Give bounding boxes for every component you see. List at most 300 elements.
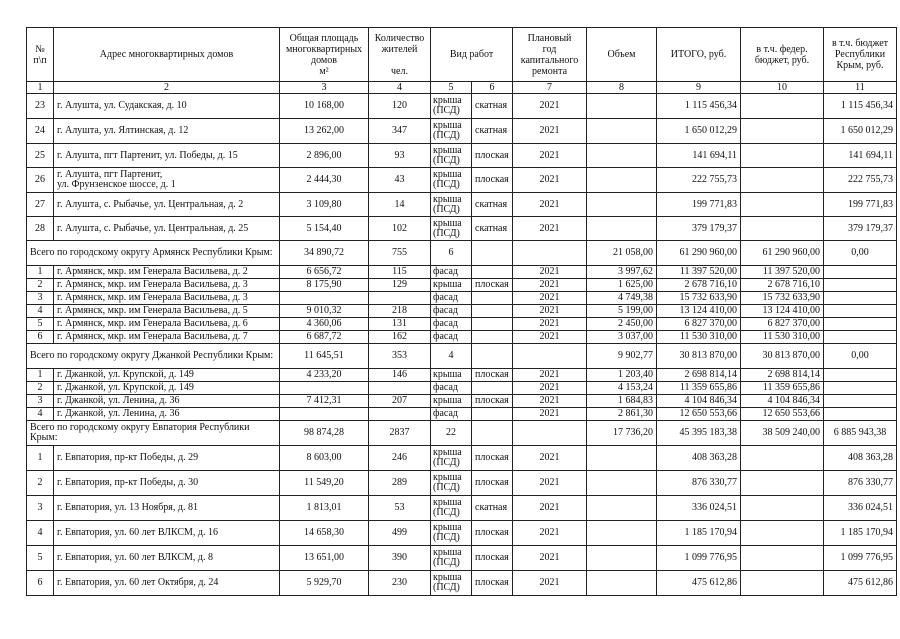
row-number-cell: 4	[27, 305, 54, 318]
row-number-cell: 1	[27, 369, 54, 382]
address-cell: г. Джанкой, ул. Крупской, д. 149	[54, 369, 280, 382]
planned-year-cell: 2021	[513, 471, 587, 496]
total-cell: 336 024,51	[657, 496, 741, 521]
row-number-cell: 5	[27, 546, 54, 571]
residents-cell: 230	[369, 571, 431, 596]
regional-budget-cell	[824, 266, 897, 279]
table-row	[27, 144, 897, 168]
federal-budget-cell: 2 698 814,14	[741, 369, 824, 382]
row-number-cell: 25	[27, 144, 54, 168]
total-cell: 13 124 410,00	[657, 305, 741, 318]
regional-budget-cell: 379 179,37	[824, 217, 897, 241]
address-cell: г. Армянск, мкр. им Генерала Васильева, д. 6	[54, 318, 280, 331]
volume-cell: 2 861,30	[587, 408, 657, 421]
roof-type-cell	[472, 318, 513, 331]
federal-budget-cell	[741, 168, 824, 193]
header-row	[27, 28, 897, 82]
address-cell: г. Алушта, пгт Партенит, ул. Победы, д. 15	[54, 144, 280, 168]
row-number-cell: 4	[27, 521, 54, 546]
federal-budget-cell	[741, 144, 824, 168]
column-number: 11	[824, 82, 897, 94]
regional-budget-cell	[824, 292, 897, 305]
federal-budget-cell	[741, 546, 824, 571]
work-type-cell	[431, 119, 472, 144]
federal-budget-cell: 6 827 370,00	[741, 318, 824, 331]
residents-cell: 207	[369, 395, 431, 408]
work-type-label: крыша	[433, 572, 462, 583]
work-type-cell	[431, 446, 472, 471]
column-number-row	[27, 82, 897, 94]
regional-budget-cell: 222 755,73	[824, 168, 897, 193]
work-type-cell	[431, 546, 472, 571]
planned-year-cell: 2021	[513, 318, 587, 331]
roof-type-cell: плоская	[472, 546, 513, 571]
federal-budget-cell	[741, 446, 824, 471]
federal-budget-cell: 2 678 716,10	[741, 279, 824, 292]
row-number-cell: 3	[27, 395, 54, 408]
federal-budget-cell: 11 359 655,86	[741, 382, 824, 395]
work-type-label: крыша	[433, 547, 462, 558]
work-type-cell	[431, 279, 472, 292]
total-cell: 11 397 520,00	[657, 266, 741, 279]
address-cell: г. Армянск, мкр. им Генерала Васильева, д. 3	[54, 292, 280, 305]
row-number-cell: 6	[27, 331, 54, 344]
column-number: 4	[369, 82, 431, 94]
row-number-cell: 2	[27, 279, 54, 292]
table-row	[27, 382, 897, 395]
column-number: 6	[472, 82, 513, 94]
roof-type-cell	[472, 331, 513, 344]
work-type-cell	[431, 395, 472, 408]
regional-budget-cell: 1 650 012,29	[824, 119, 897, 144]
row-number-cell: 26	[27, 168, 54, 193]
row-number-cell: 4	[27, 408, 54, 421]
area-cell	[280, 408, 369, 421]
column-number: 8	[587, 82, 657, 94]
total-cell: 11 530 310,00	[657, 331, 741, 344]
table-row	[27, 193, 897, 217]
planned-year-cell: 2021	[513, 395, 587, 408]
residents-cell: 53	[369, 496, 431, 521]
work-type-label: крыша	[433, 95, 462, 106]
residents-cell: 162	[369, 331, 431, 344]
total-sum-cell: 30 813 870,00	[657, 344, 741, 369]
regional-budget-cell: 336 024,51	[824, 496, 897, 521]
regional-budget-cell: 876 330,77	[824, 471, 897, 496]
area-cell: 2 896,00	[280, 144, 369, 168]
area-cell: 8 603,00	[280, 446, 369, 471]
total-residents-cell: 353	[369, 344, 431, 369]
row-number-cell: 27	[27, 193, 54, 217]
area-cell: 3 109,80	[280, 193, 369, 217]
table-row	[27, 331, 897, 344]
total-work-count-cell: 6	[431, 241, 472, 266]
federal-budget-cell: 11 397 520,00	[741, 266, 824, 279]
work-type-label: крыша	[433, 369, 462, 380]
work-type-cell	[431, 217, 472, 241]
work-type-label: фасад	[433, 266, 459, 277]
regional-budget-cell	[824, 318, 897, 331]
table-row	[27, 408, 897, 421]
volume-cell: 1 684,83	[587, 395, 657, 408]
work-type-label: крыша	[433, 193, 462, 205]
total-cell: 222 755,73	[657, 168, 741, 193]
total-sum-cell: 61 290 960,00	[657, 241, 741, 266]
total-volume-cell: 21 058,00	[587, 241, 657, 266]
header-col-volume: Объем	[587, 28, 657, 82]
federal-budget-cell	[741, 471, 824, 496]
planned-year-cell: 2021	[513, 496, 587, 521]
total-cell: 379 179,37	[657, 217, 741, 241]
roof-type-cell: плоская	[472, 279, 513, 292]
table-row	[27, 395, 897, 408]
work-type-cell	[431, 471, 472, 496]
work-type-label: (ПСД)	[433, 105, 460, 116]
federal-budget-cell	[741, 521, 824, 546]
row-number-cell: 23	[27, 94, 54, 119]
empty-cell	[513, 344, 587, 369]
table-row	[27, 168, 897, 193]
roof-type-cell: скатная	[472, 119, 513, 144]
regional-budget-cell: 199 771,83	[824, 193, 897, 217]
planned-year-cell: 2021	[513, 369, 587, 382]
column-number: 7	[513, 82, 587, 94]
federal-budget-cell: 13 124 410,00	[741, 305, 824, 318]
work-type-cell	[431, 94, 472, 119]
district-total-row	[27, 344, 897, 369]
address-cell: г. Джанкой, ул. Ленина, д. 36	[54, 408, 280, 421]
federal-budget-cell	[741, 571, 824, 596]
area-cell	[280, 292, 369, 305]
work-type-cell	[431, 521, 472, 546]
work-type-label: (ПСД)	[433, 179, 460, 190]
federal-budget-cell	[741, 217, 824, 241]
planned-year-cell: 2021	[513, 94, 587, 119]
header-col-number: № п\п	[27, 28, 54, 82]
residents-cell: 390	[369, 546, 431, 571]
work-type-label: крыша	[433, 447, 462, 458]
empty-cell	[472, 344, 513, 369]
area-cell: 5 929,70	[280, 571, 369, 596]
total-cell: 199 771,83	[657, 193, 741, 217]
roof-type-cell: плоская	[472, 471, 513, 496]
work-type-label: (ПСД)	[433, 457, 460, 468]
planned-year-cell: 2021	[513, 305, 587, 318]
row-number-cell: 1	[27, 446, 54, 471]
total-area-cell: 34 890,72	[280, 241, 369, 266]
area-cell: 8 175,90	[280, 279, 369, 292]
address-cell: г. Евпатория, ул. 60 лет Октября, д. 24	[54, 571, 280, 596]
volume-cell	[587, 168, 657, 193]
row-number-cell: 3	[27, 496, 54, 521]
federal-budget-cell	[741, 193, 824, 217]
total-cell: 475 612,86	[657, 571, 741, 596]
planned-year-cell: 2021	[513, 571, 587, 596]
work-type-label: (ПСД)	[433, 203, 460, 215]
roof-type-cell: плоская	[472, 521, 513, 546]
address-cell: г. Евпатория, ул. 60 лет ВЛКСМ, д. 8	[54, 546, 280, 571]
work-type-cell	[431, 331, 472, 344]
table-row	[27, 446, 897, 471]
planned-year-cell: 2021	[513, 119, 587, 144]
total-residents-cell: 755	[369, 241, 431, 266]
total-residents-cell: 2837	[369, 421, 431, 446]
work-type-label: (ПСД)	[433, 557, 460, 568]
regional-budget-cell	[824, 331, 897, 344]
work-type-label: крыша	[433, 169, 462, 180]
planned-year-cell: 2021	[513, 382, 587, 395]
regional-budget-cell	[824, 382, 897, 395]
work-type-label: фасад	[433, 382, 459, 393]
header-col-regional: в т.ч. бюджет Республики Крым, руб.	[824, 28, 897, 82]
regional-budget-cell	[824, 279, 897, 292]
total-cell: 4 104 846,34	[657, 395, 741, 408]
work-type-label: фасад	[433, 408, 459, 419]
row-number-cell: 1	[27, 266, 54, 279]
roof-type-cell: скатная	[472, 193, 513, 217]
volume-cell: 5 199,00	[587, 305, 657, 318]
roof-type-cell: скатная	[472, 94, 513, 119]
planned-year-cell: 2021	[513, 168, 587, 193]
residents-cell: 218	[369, 305, 431, 318]
work-type-label: (ПСД)	[433, 482, 460, 493]
total-cell: 408 363,28	[657, 446, 741, 471]
column-number: 3	[280, 82, 369, 94]
empty-cell	[472, 241, 513, 266]
address-cell: г. Армянск, мкр. им Генерала Васильева, д. 7	[54, 331, 280, 344]
area-cell	[280, 382, 369, 395]
table-row	[27, 571, 897, 596]
work-type-label: фасад	[433, 305, 459, 316]
regional-budget-cell: 1 099 776,95	[824, 546, 897, 571]
work-type-cell	[431, 318, 472, 331]
column-number: 2	[54, 82, 280, 94]
table-row	[27, 119, 897, 144]
volume-cell	[587, 94, 657, 119]
regional-budget-cell	[824, 408, 897, 421]
district-total-row	[27, 421, 897, 446]
regional-budget-cell	[824, 369, 897, 382]
volume-cell	[587, 446, 657, 471]
work-type-label: фасад	[433, 292, 459, 303]
volume-cell	[587, 119, 657, 144]
residents-cell: 131	[369, 318, 431, 331]
district-total-label: Всего по городскому округу Армянск Республики Крым:	[27, 241, 280, 266]
row-number-cell: 6	[27, 571, 54, 596]
volume-cell: 3 037,00	[587, 331, 657, 344]
work-type-label: крыша	[433, 472, 462, 483]
work-type-cell	[431, 292, 472, 305]
column-number: 10	[741, 82, 824, 94]
work-type-label: (ПСД)	[433, 507, 460, 518]
table-row	[27, 471, 897, 496]
roof-type-cell: плоская	[472, 144, 513, 168]
work-type-cell	[431, 305, 472, 318]
header-col-work-type: Вид работ	[431, 28, 513, 82]
work-type-cell	[431, 168, 472, 193]
row-number-cell: 5	[27, 318, 54, 331]
residents-cell: 115	[369, 266, 431, 279]
residents-cell	[369, 292, 431, 305]
total-cell: 11 359 655,86	[657, 382, 741, 395]
work-type-label: (ПСД)	[433, 154, 460, 166]
work-type-cell	[431, 266, 472, 279]
work-type-label: (ПСД)	[433, 582, 460, 593]
empty-cell	[513, 421, 587, 446]
area-cell: 7 412,31	[280, 395, 369, 408]
work-type-label: крыша	[433, 497, 462, 508]
regional-budget-cell: 1 115 456,34	[824, 94, 897, 119]
work-type-label: крыша	[433, 522, 462, 533]
total-area-cell: 98 874,28	[280, 421, 369, 446]
total-cell: 1 099 776,95	[657, 546, 741, 571]
residents-cell	[369, 382, 431, 395]
volume-cell	[587, 193, 657, 217]
address-cell: г. Алушта, с. Рыбачье, ул. Центральная, д. 2	[54, 193, 280, 217]
area-cell: 10 168,00	[280, 94, 369, 119]
planned-year-cell: 2021	[513, 266, 587, 279]
total-regional-cell: 0,00	[824, 241, 897, 266]
row-number-cell: 2	[27, 382, 54, 395]
planned-year-cell: 2021	[513, 144, 587, 168]
table-body	[27, 94, 897, 596]
volume-cell	[587, 571, 657, 596]
work-type-label: (ПСД)	[433, 130, 460, 141]
residents-cell: 146	[369, 369, 431, 382]
volume-cell: 2 450,00	[587, 318, 657, 331]
volume-cell: 1 203,40	[587, 369, 657, 382]
table-row	[27, 318, 897, 331]
district-total-row	[27, 241, 897, 266]
volume-cell: 1 625,00	[587, 279, 657, 292]
column-number: 5	[431, 82, 472, 94]
district-total-label: Всего по городскому округу Джанкой Республики Крым:	[27, 344, 280, 369]
work-type-label: (ПСД)	[433, 227, 460, 239]
row-number-cell: 2	[27, 471, 54, 496]
area-cell: 4 360,06	[280, 318, 369, 331]
roof-type-cell: плоская	[472, 571, 513, 596]
work-type-cell	[431, 144, 472, 168]
planned-year-cell: 2021	[513, 292, 587, 305]
volume-cell: 3 997,62	[587, 266, 657, 279]
residents-cell: 102	[369, 217, 431, 241]
roof-type-cell	[472, 292, 513, 305]
regional-budget-cell	[824, 395, 897, 408]
area-cell: 14 658,30	[280, 521, 369, 546]
table-row	[27, 546, 897, 571]
address-cell: г. Евпатория, пр-кт Победы, д. 29	[54, 446, 280, 471]
residents-cell: 120	[369, 94, 431, 119]
column-number: 9	[657, 82, 741, 94]
area-cell: 2 444,30	[280, 168, 369, 193]
roof-type-cell	[472, 408, 513, 421]
empty-cell	[472, 421, 513, 446]
regional-budget-cell: 1 185 170,94	[824, 521, 897, 546]
table-row	[27, 521, 897, 546]
table-row	[27, 266, 897, 279]
regional-budget-cell	[824, 305, 897, 318]
total-federal-cell: 30 813 870,00	[741, 344, 824, 369]
planned-year-cell: 2021	[513, 279, 587, 292]
planned-year-cell: 2021	[513, 446, 587, 471]
roof-type-cell: плоская	[472, 446, 513, 471]
row-number-cell: 3	[27, 292, 54, 305]
address-cell: г. Армянск, мкр. им Генерала Васильева, д. 5	[54, 305, 280, 318]
work-type-label: крыша	[433, 120, 462, 131]
district-total-label: Всего по городскому округу Евпатория Республики Крым:	[27, 421, 280, 446]
empty-cell	[513, 241, 587, 266]
planned-year-cell: 2021	[513, 521, 587, 546]
address-cell: г. Алушта, ул. Ялтинская, д. 12	[54, 119, 280, 144]
header-col-residents: Количество жителей чел.	[369, 28, 431, 82]
federal-budget-cell	[741, 496, 824, 521]
total-area-cell: 11 645,51	[280, 344, 369, 369]
regional-budget-cell: 475 612,86	[824, 571, 897, 596]
work-type-label: крыша	[433, 144, 462, 156]
total-work-count-cell: 22	[431, 421, 472, 446]
header-col-year: Плановый год капитального ремонта	[513, 28, 587, 82]
work-type-cell	[431, 571, 472, 596]
table-row	[27, 305, 897, 318]
work-type-cell	[431, 496, 472, 521]
total-cell: 141 694,11	[657, 144, 741, 168]
total-cell: 12 650 553,66	[657, 408, 741, 421]
address-cell: г. Алушта, ул. Судакская, д. 10	[54, 94, 280, 119]
table-row	[27, 279, 897, 292]
volume-cell: 4 153,24	[587, 382, 657, 395]
federal-budget-cell: 15 732 633,90	[741, 292, 824, 305]
residents-cell: 289	[369, 471, 431, 496]
total-regional-cell: 0,00	[824, 344, 897, 369]
residents-cell: 499	[369, 521, 431, 546]
header-col-area: Общая площадь многоквартирных домов м²	[280, 28, 369, 82]
work-type-label: (ПСД)	[433, 532, 460, 543]
total-cell: 15 732 633,90	[657, 292, 741, 305]
address-cell: г. Евпатория, пр-кт Победы, д. 30	[54, 471, 280, 496]
roof-type-cell	[472, 382, 513, 395]
address-cell: г. Евпатория, ул. 13 Ноября, д. 81	[54, 496, 280, 521]
work-type-cell	[431, 382, 472, 395]
total-cell: 1 185 170,94	[657, 521, 741, 546]
row-number-cell: 28	[27, 217, 54, 241]
work-type-label: крыша	[433, 395, 462, 406]
planned-year-cell: 2021	[513, 546, 587, 571]
volume-cell	[587, 217, 657, 241]
area-cell: 13 262,00	[280, 119, 369, 144]
federal-budget-cell	[741, 94, 824, 119]
capital-repair-table	[26, 27, 897, 596]
residents-cell: 14	[369, 193, 431, 217]
roof-type-cell: скатная	[472, 217, 513, 241]
area-cell: 9 010,32	[280, 305, 369, 318]
total-cell: 2 698 814,14	[657, 369, 741, 382]
roof-type-cell	[472, 305, 513, 318]
work-type-label: фасад	[433, 331, 459, 342]
table-row	[27, 496, 897, 521]
work-type-cell	[431, 408, 472, 421]
roof-type-cell: плоская	[472, 168, 513, 193]
area-cell: 1 813,01	[280, 496, 369, 521]
roof-type-cell	[472, 266, 513, 279]
planned-year-cell: 2021	[513, 193, 587, 217]
address-cell: г. Армянск, мкр. им Генерала Васильева, д. 2	[54, 266, 280, 279]
area-cell: 6 687,72	[280, 331, 369, 344]
header-col-total: ИТОГО, руб.	[657, 28, 741, 82]
work-type-cell	[431, 193, 472, 217]
volume-cell: 4 749,38	[587, 292, 657, 305]
planned-year-cell: 2021	[513, 217, 587, 241]
regional-budget-cell: 408 363,28	[824, 446, 897, 471]
